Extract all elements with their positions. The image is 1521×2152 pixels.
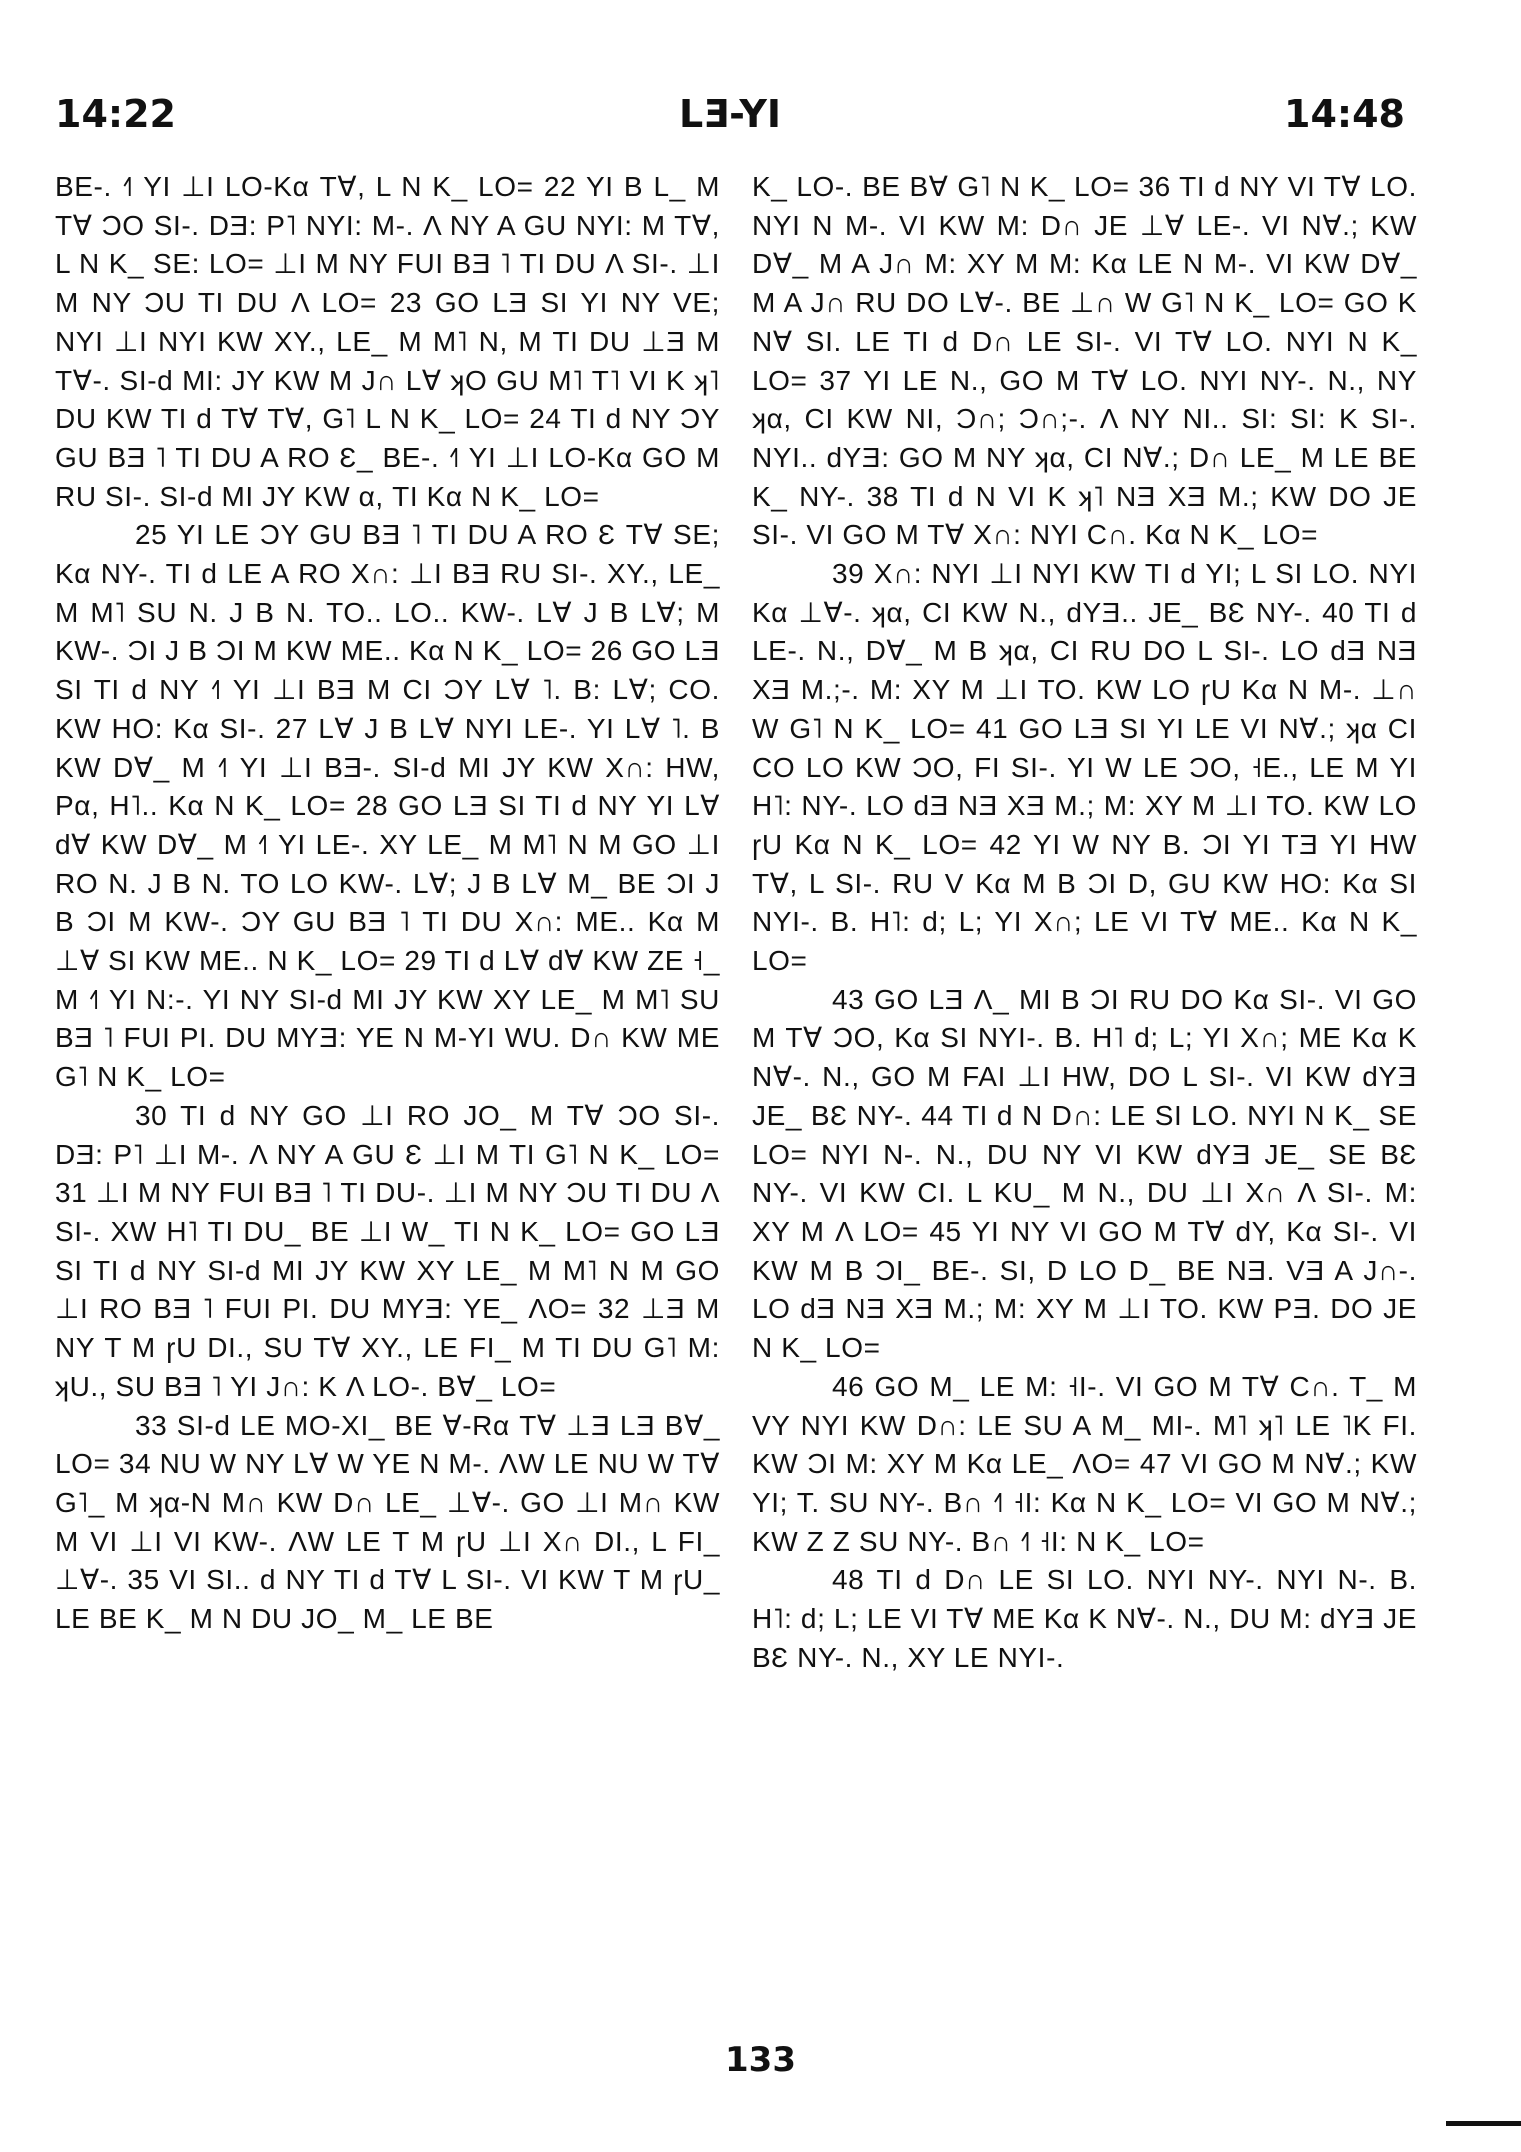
paragraph: BE-. ˧˥ YI ⊥I LO-Kα T∀, L N K_ LO= 22 YI B L_ M T∀ ƆO SI-. DƎ: P˥ NYI: M-. Λ NY A GU NYI: M T∀, L N K_ SE: LO= ⊥I M NY FUI BƎ ˥ TI DU Λ SI-. ⊥I M NY ƆU TI DU Λ LO= 23 GO LƎ SI YI NY VE; NYI ⊥I NYI KW XY., LE_ M M˥ N, M TI DU ⊥Ǝ M T∀-. SI-d MI: JY KW M J∩ L∀ ʞO GU M˥ T˥ VI K ʞ˥ DU KW TI d T∀ T∀, G˥ L N K_ LO= 24 TI d NY ƆY GU BƎ ˥ TI DU A RO Ԑ_ BE-. ˧˥ YI ⊥I LO-Kα GO M RU SI-. SI-d MI JY KW α, TI Kα N K_ LO=	[55, 171, 720, 512]
header-verse-range-end: 14:48	[1284, 92, 1405, 136]
paragraph: 39 X∩: NYI ⊥I NYI KW TI d YI; L SI LO. NYI Kα ⊥∀-. ʞα, CI KW N., dYƎ.. JE_ BԐ NY-. 40 TI d LE-. N., D∀_ M B ʞα, CI RU DO L SI-. LO dƎ NƎ XƎ M.;-. M: XY M ⊥I TO. KW LO ɼU Kα N M-. ⊥∩ W G˥ N K_ LO= 41 GO LƎ SI YI LE VI N∀.; ʞα CI CO LO KW ƆO, FI SI-. YI W LE ƆO, ˧E., LE M YI H˥: NY-. LO dƎ NƎ XƎ M.; M: XY M ⊥I TO. KW LO ɼU Kα N K_ LO= 42 YI W NY B. ƆI YI TƎ YI HW T∀, L SI-. RU V Kα M B ƆI D, GU KW HO: Kα SI NYI-. B. H˥: d; L; YI X∩; LE VI T∀ ME.. Kα N K_ LO=	[752, 558, 1417, 977]
paragraph: 30 TI d NY GO ⊥I RO JO_ M T∀ ƆO SI-. DƎ: P˥ ⊥I M-. Λ NY A GU Ԑ ⊥I M TI G˥ N K_ LO= 31 ⊥I M NY FUI BƎ ˥ TI DU-. ⊥I M NY ƆU TI DU Λ SI-. XW H˥ TI DU_ BE ⊥I W_ TI N K_ LO= GO LƎ SI TI d NY SI-d MI JY KW XY LE_ M M˥ N M GO ⊥I RO BƎ ˥ FUI PI. DU MYƎ: YE_ ΛO= 32 ⊥Ǝ M NY T M ɼU DI., SU T∀ XY., LE FI_ M TI DU G˥ M: ʞU., SU BƎ ˥ YI J∩: K Λ LO-. B∀_ LO=	[55, 1099, 720, 1402]
paragraph: 46 GO M_ LE M: ˧I-. VI GO M T∀ C∩. T_ M VY NYI KW D∩: LE SU A M_ MI-. M˥ ʞ˥ LE ˥K FI. KW ƆI M: XY M Kα LE_ ΛO= 47 VI GO M N∀.; KW YI; T. SU NY-. B∩ ˧˥ ˧I: Kα N K_ LO= VI GO M N∀.; KW Z Z SU NY-. B∩ ˧˥ ˧I: N K_ LO=	[752, 1370, 1417, 1557]
paragraph: 48 TI d D∩ LE SI LO. NYI NY-. NYI N-. B. H˥: d; L; LE VI T∀ ME Kα K N∀-. N., DU M: dYƎ JE BԐ NY-. N., XY LE NYI-.	[752, 1564, 1417, 1673]
header-book-title: LƎ-YI	[678, 92, 781, 136]
paragraph: 25 YI LE ƆY GU BƎ ˥ TI DU A RO Ԑ T∀ SE; Kα NY-. TI d LE A RO X∩: ⊥I BƎ RU SI-. XY., LE_ M M˥ SU N. J B N. TO.. LO.. KW-. L∀ J B L∀; M KW-. ƆI J B ƆI M KW ME.. Kα N K_ LO= 26 GO LƎ SI TI d NY ˧˥ YI ⊥I BƎ M CI ƆY L∀ ˥. B: L∀; CO. KW HO: Kα SI-. 27 L∀ J B L∀ NYI LE-. YI L∀ ˥. B KW D∀_ M ˧˥ YI ⊥I BƎ-. SI-d MI JY KW X∩: HW, Pα, H˥.. Kα N K_ LO= 28 GO LƎ SI TI d NY YI L∀ d∀ KW D∀_ M ˧˥ YI LE-. XY LE_ M M˥ N M GO ⊥I RO N. J B N. TO LO KW-. L∀; J B L∀ M_ BE ƆI J B ƆI M KW-. ƆY GU BƎ ˥ TI DU X∩: ME.. Kα M ⊥∀ SI KW ME.. N K_ LO= 29 TI d L∀ d∀ KW ZE ˧_ M ˧˥ YI N:-. YI NY SI-d MI JY KW XY LE_ M M˥ SU BƎ ˥ FUI PI. DU MYƎ: YE N M-YI WU. D∩ KW ME G˥ N K_ LO=	[55, 519, 720, 1093]
paragraph: 43 GO LƎ Λ_ MI B ƆI RU DO Kα SI-. VI GO M T∀ ƆO, Kα SI NYI-. B. H˥ d; L; YI X∩; ME Kα K N∀-. N., GO M FAI ⊥I HW, DO L SI-. VI KW dYƎ JE_ BԐ NY-. 44 TI d N D∩: LE SI LO. NYI N K_ SE LO= NYI N-. N., DU NY VI KW dYƎ JE_ SE BԐ NY-. VI KW CI. L KU_ M N., DU ⊥I X∩ Λ SI-. M: XY M Λ LO= 45 YI NY VI GO M T∀ dY, Kα SI-. VI KW M B ƆI_ BE-. SI, D LO D_ BE NƎ. VƎ A J∩-. LO dƎ NƎ XƎ M.; M: XY M ⊥I TO. KW PƎ. DO JE N K_ LO=	[752, 983, 1417, 1364]
page-number: 133	[725, 2040, 796, 2080]
paragraph: 33 SI-d LE MO-XI_ BE ∀-Rα T∀ ⊥Ǝ LƎ B∀_ LO= 34 NU W NY L∀ W YE N M-. ΛW LE NU W T∀ G˥_ M ʞα-N M∩ KW D∩ LE_ ⊥∀-. GO ⊥I M∩ KW M VI ⊥I VI KW-. ΛW LE T M ɼU ⊥I X∩ DI., L FI_ ⊥∀-. 35 VI SI.. d NY TI d T∀ L SI-. VI KW T M ɼU_ LE BE K_ M N DU JO_ M_ LE BE	[55, 1409, 720, 1635]
corner-rule	[1446, 2121, 1521, 2126]
left-text-column	[55, 168, 720, 1639]
paragraph: K_ LO-. BE B∀ G˥ N K_ LO= 36 TI d NY VI T∀ LO. NYI N M-. VI KW M: D∩ JE ⊥∀ LE-. VI N∀.; KW D∀_ M A J∩ M: XY M M: Kα LE N M-. VI KW D∀_ M A J∩ RU DO L∀-. BE ⊥∩ W G˥ N K_ LO= GO K N∀ SI. LE TI d D∩ LE SI-. VI T∀ LO. NYI N K_ LO= 37 YI LE N., GO M T∀ LO. NYI NY-. N., NY ʞα, CI KW NI, Ɔ∩; Ɔ∩;-. Λ NY NI.. SI: SI: K SI-. NYI.. dYƎ: GO M NY ʞα, CI N∀.; D∩ LE_ M LE BE K_ NY-. 38 TI d N VI K ʞ˥ NƎ XƎ M.; KW DO JE SI-. VI GO M T∀ X∩: NYI C∩. Kα N K_ LO=	[752, 171, 1417, 551]
running-header	[55, 92, 1405, 152]
right-text-column	[752, 168, 1417, 1677]
header-verse-range-start: 14:22	[55, 92, 176, 136]
